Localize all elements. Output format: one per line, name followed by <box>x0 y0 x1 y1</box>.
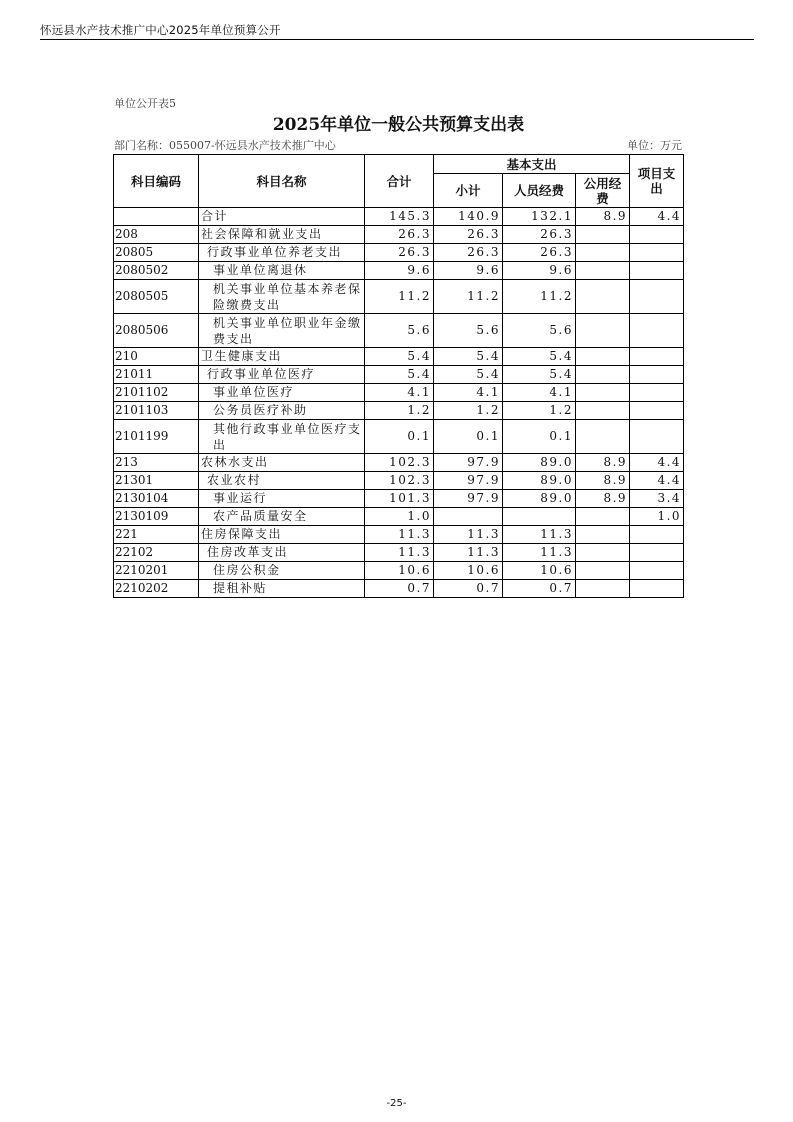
cell-code: 2101103 <box>114 402 199 420</box>
cell-personnel: 0.7 <box>503 580 576 598</box>
cell-public <box>576 348 630 366</box>
cell-subtotal: 26.3 <box>434 226 503 244</box>
cell-code: 213 <box>114 454 199 472</box>
cell-total: 9.6 <box>365 262 434 280</box>
cell-subtotal: 1.2 <box>434 402 503 420</box>
cell-project <box>630 366 684 384</box>
cell-code <box>114 208 199 226</box>
table-row <box>114 580 684 598</box>
unit-label: 单位：万元 <box>627 139 682 152</box>
cell-project <box>630 526 684 544</box>
table-header-row <box>114 155 684 174</box>
cell-subtotal: 5.4 <box>434 366 503 384</box>
cell-code: 21301 <box>114 472 199 490</box>
cell-public: 8.9 <box>576 454 630 472</box>
cell-personnel: 5.6 <box>503 314 576 348</box>
cell-personnel: 9.6 <box>503 262 576 280</box>
cell-personnel: 4.1 <box>503 384 576 402</box>
cell-subtotal: 11.3 <box>434 526 503 544</box>
table-row <box>114 526 684 544</box>
cell-subtotal: 0.7 <box>434 580 503 598</box>
cell-code: 2101199 <box>114 420 199 454</box>
cell-public: 8.9 <box>576 208 630 226</box>
cell-total: 11.3 <box>365 526 434 544</box>
cell-personnel: 89.0 <box>503 490 576 508</box>
cell-project: 4.4 <box>630 472 684 490</box>
cell-code: 2080506 <box>114 314 199 348</box>
cell-project <box>630 262 684 280</box>
col-header-project: 项目支出 <box>630 155 684 208</box>
cell-code: 20805 <box>114 244 199 262</box>
cell-total: 1.0 <box>365 508 434 526</box>
cell-name: 卫生健康支出 <box>199 348 365 366</box>
cell-personnel: 11.2 <box>503 280 576 314</box>
table-row <box>114 544 684 562</box>
table-row <box>114 454 684 472</box>
cell-subtotal: 9.6 <box>434 262 503 280</box>
cell-name: 农林水支出 <box>199 454 365 472</box>
cell-name: 事业单位离退休 <box>199 262 365 280</box>
table-row <box>114 490 684 508</box>
cell-total: 0.1 <box>365 420 434 454</box>
cell-code: 208 <box>114 226 199 244</box>
cell-public: 8.9 <box>576 472 630 490</box>
table-row <box>114 508 684 526</box>
cell-code: 21011 <box>114 366 199 384</box>
cell-project <box>630 384 684 402</box>
cell-total: 0.7 <box>365 580 434 598</box>
col-header-name: 科目名称 <box>199 155 365 208</box>
cell-project: 3.4 <box>630 490 684 508</box>
cell-total: 10.6 <box>365 562 434 580</box>
cell-public <box>576 420 630 454</box>
cell-name: 机关事业单位职业年金缴费支出 <box>199 314 365 348</box>
cell-personnel: 5.4 <box>503 366 576 384</box>
cell-public <box>576 544 630 562</box>
cell-subtotal: 97.9 <box>434 490 503 508</box>
col-header-public: 公用经费 <box>576 174 630 208</box>
table-row <box>114 262 684 280</box>
cell-project <box>630 544 684 562</box>
cell-total: 101.3 <box>365 490 434 508</box>
cell-public <box>576 508 630 526</box>
cell-code: 2130104 <box>114 490 199 508</box>
budget-table <box>113 154 684 598</box>
table-row <box>114 420 684 454</box>
cell-subtotal <box>434 508 503 526</box>
cell-total: 4.1 <box>365 384 434 402</box>
table-row <box>114 402 684 420</box>
cell-personnel: 89.0 <box>503 454 576 472</box>
cell-total: 145.3 <box>365 208 434 226</box>
table-row <box>114 226 684 244</box>
col-header-personnel: 人员经费 <box>503 174 576 208</box>
cell-total: 5.4 <box>365 348 434 366</box>
cell-personnel: 132.1 <box>503 208 576 226</box>
col-header-total: 合计 <box>365 155 434 208</box>
cell-total: 102.3 <box>365 454 434 472</box>
cell-name: 农业农村 <box>199 472 365 490</box>
cell-subtotal: 0.1 <box>434 420 503 454</box>
table-label: 单位公开表5 <box>114 97 176 110</box>
cell-name: 事业运行 <box>199 490 365 508</box>
col-header-basic-group: 基本支出 <box>434 155 630 174</box>
cell-name: 机关事业单位基本养老保险缴费支出 <box>199 280 365 314</box>
cell-name: 提租补贴 <box>199 580 365 598</box>
cell-subtotal: 11.3 <box>434 544 503 562</box>
col-header-subtotal: 小计 <box>434 174 503 208</box>
cell-public: 8.9 <box>576 490 630 508</box>
cell-project: 4.4 <box>630 208 684 226</box>
cell-code: 22102 <box>114 544 199 562</box>
cell-personnel: 89.0 <box>503 472 576 490</box>
cell-name: 住房公积金 <box>199 562 365 580</box>
table-row <box>114 314 684 348</box>
cell-public <box>576 244 630 262</box>
cell-code: 2080505 <box>114 280 199 314</box>
cell-personnel: 26.3 <box>503 226 576 244</box>
cell-subtotal: 4.1 <box>434 384 503 402</box>
table-row <box>114 366 684 384</box>
cell-project <box>630 348 684 366</box>
cell-personnel: 10.6 <box>503 562 576 580</box>
cell-project <box>630 562 684 580</box>
cell-personnel: 0.1 <box>503 420 576 454</box>
cell-subtotal: 5.4 <box>434 348 503 366</box>
cell-subtotal: 26.3 <box>434 244 503 262</box>
page-number: -25- <box>386 1098 407 1109</box>
cell-personnel: 11.3 <box>503 544 576 562</box>
cell-name: 行政事业单位养老支出 <box>199 244 365 262</box>
cell-public <box>576 226 630 244</box>
cell-subtotal: 5.6 <box>434 314 503 348</box>
cell-total: 11.2 <box>365 280 434 314</box>
cell-public <box>576 366 630 384</box>
page-title: 2025年单位一般公共预算支出表 <box>272 115 525 135</box>
cell-public <box>576 562 630 580</box>
cell-name: 社会保障和就业支出 <box>199 226 365 244</box>
cell-code: 2210202 <box>114 580 199 598</box>
table-row <box>114 244 684 262</box>
cell-public <box>576 262 630 280</box>
cell-total: 26.3 <box>365 244 434 262</box>
cell-code: 2130109 <box>114 508 199 526</box>
cell-name: 行政事业单位医疗 <box>199 366 365 384</box>
cell-subtotal: 97.9 <box>434 454 503 472</box>
cell-project: 1.0 <box>630 508 684 526</box>
cell-code: 221 <box>114 526 199 544</box>
cell-total: 26.3 <box>365 226 434 244</box>
table-row <box>114 562 684 580</box>
cell-project <box>630 226 684 244</box>
cell-subtotal: 97.9 <box>434 472 503 490</box>
cell-name: 其他行政事业单位医疗支出 <box>199 420 365 454</box>
cell-project <box>630 402 684 420</box>
table-row-total <box>114 208 684 226</box>
cell-name: 住房保障支出 <box>199 526 365 544</box>
table-row <box>114 384 684 402</box>
cell-project <box>630 244 684 262</box>
cell-name: 事业单位医疗 <box>199 384 365 402</box>
cell-total: 102.3 <box>365 472 434 490</box>
cell-subtotal: 140.9 <box>434 208 503 226</box>
cell-code: 210 <box>114 348 199 366</box>
cell-public <box>576 280 630 314</box>
cell-personnel <box>503 508 576 526</box>
cell-name: 住房改革支出 <box>199 544 365 562</box>
running-header: 怀远县水产技术推广中心2025年单位预算公开 <box>40 23 281 37</box>
cell-total: 1.2 <box>365 402 434 420</box>
cell-name: 农产品质量安全 <box>199 508 365 526</box>
cell-project <box>630 314 684 348</box>
header-rule <box>40 39 754 40</box>
cell-code: 2210201 <box>114 562 199 580</box>
cell-subtotal: 11.2 <box>434 280 503 314</box>
department-label: 部门名称：055007-怀远县水产技术推广中心 <box>114 139 336 152</box>
table-row <box>114 280 684 314</box>
cell-subtotal: 10.6 <box>434 562 503 580</box>
cell-total: 5.6 <box>365 314 434 348</box>
cell-total: 5.4 <box>365 366 434 384</box>
table-row <box>114 348 684 366</box>
cell-project: 4.4 <box>630 454 684 472</box>
cell-personnel: 26.3 <box>503 244 576 262</box>
cell-personnel: 11.3 <box>503 526 576 544</box>
cell-public <box>576 402 630 420</box>
col-header-code: 科目编码 <box>114 155 199 208</box>
cell-public <box>576 384 630 402</box>
cell-public <box>576 580 630 598</box>
cell-project <box>630 580 684 598</box>
cell-total: 11.3 <box>365 544 434 562</box>
cell-code: 2080502 <box>114 262 199 280</box>
cell-name: 公务员医疗补助 <box>199 402 365 420</box>
cell-public <box>576 314 630 348</box>
cell-project <box>630 420 684 454</box>
table-row <box>114 472 684 490</box>
cell-personnel: 1.2 <box>503 402 576 420</box>
cell-personnel: 5.4 <box>503 348 576 366</box>
cell-public <box>576 526 630 544</box>
cell-code: 2101102 <box>114 384 199 402</box>
cell-name: 合计 <box>199 208 365 226</box>
cell-project <box>630 280 684 314</box>
